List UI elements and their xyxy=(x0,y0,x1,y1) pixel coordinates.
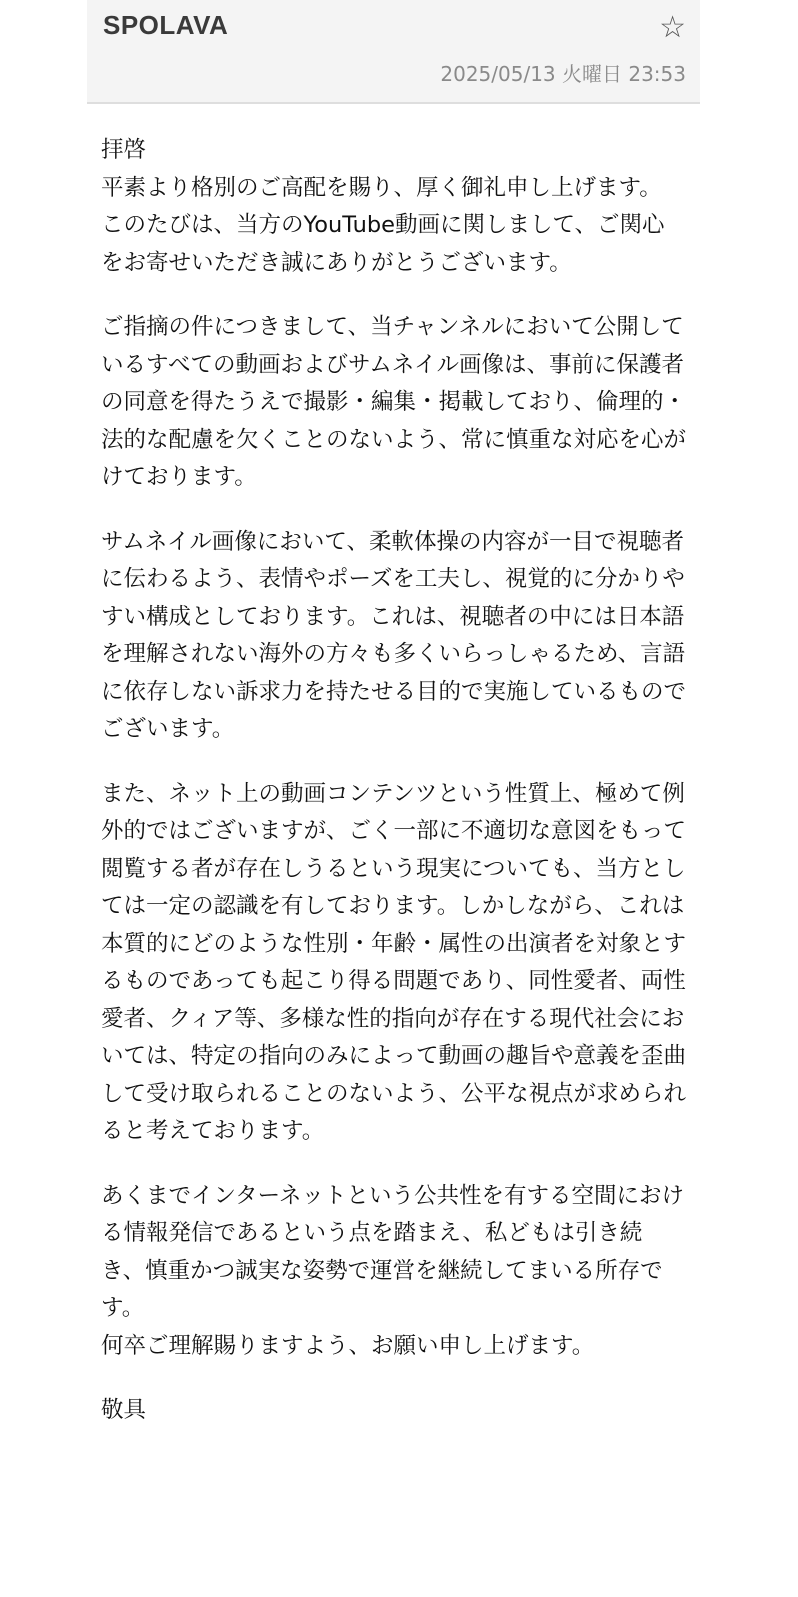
sender-name[interactable]: SPOLAVA xyxy=(103,10,229,40)
paragraph-closing: あくまでインターネットという公共性を有する空間における情報発信であるという点を踏まえ、私どもは引き続き、慎重かつ誠実な姿勢で運営を継続してまいる所存です。 何卒ご理解賜りますよう、お願い申し上げます。 xyxy=(101,1182,684,1359)
paragraph-opening: 拝啓 平素より格別のご高配を賜り、厚く御礼申し上げます。 このたびは、当方のYouTube動画に関しまして、ご関心をお寄せいただき誠にありがとうございます。 xyxy=(101,137,665,276)
email-date: 2025/05/13 火曜日 23:53 xyxy=(440,62,686,86)
email-body xyxy=(87,104,700,1430)
paragraph-awareness: また、ネット上の動画コンテンツという性質上、極めて例外的ではございますが、ごく一部に不適切な意図をもって閲覧する者が存在しうるという現実についても、当方としては一定の認識を有しております。しかしながら、これは本質的にどのような性別・年齢・属性の出演者を対象とするものであっても起こり得る問題であり、同性愛者、両性愛者、クィア等、多様な性的指向が存在する現代社会においては、特定の指向のみによって動画の趣旨や意義を歪曲して受け取られることのないよう、公平な視点が求められると考えております。 xyxy=(101,780,687,1144)
email-view xyxy=(87,0,700,1597)
email-header xyxy=(87,0,700,104)
paragraph-thumbnails: サムネイル画像において、柔軟体操の内容が一目で視聴者に伝わるよう、表情やポーズを工夫し、視覚的に分かりやすい構成としております。これは、視聴者の中には日本語を理解されない海外の方々も多くいらっしゃるため、言語に依存しない訴求力を持たせる目的で実施しているものでございます。 xyxy=(101,528,687,742)
paragraph-signoff: 敬具 xyxy=(101,1397,147,1423)
paragraph-consent: ご指摘の件につきまして、当チャンネルにおいて公開しているすべての動画およびサムネイル画像は、事前に保護者の同意を得たうえで撮影・編集・掲載しており、倫理的・法的な配慮を欠くことのないよう、常に慎重な対応を心がけております。 xyxy=(101,314,687,490)
star-icon[interactable]: ☆ xyxy=(659,10,686,45)
